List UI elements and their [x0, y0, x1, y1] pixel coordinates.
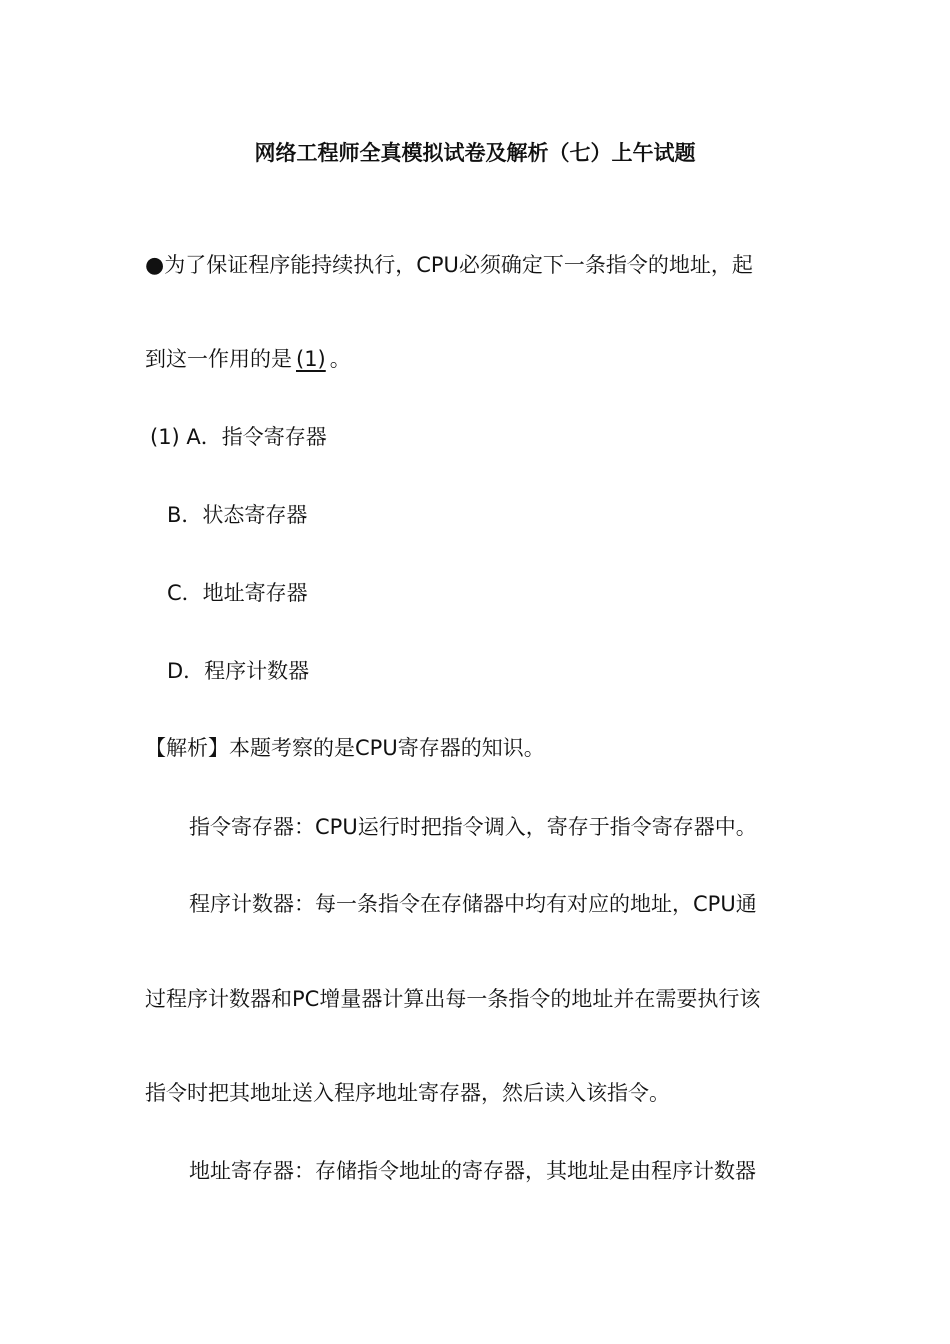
option-b: B．状态寄存器 [167, 503, 308, 527]
question-text-2: 到这一作用的是 [145, 347, 292, 371]
analysis-paragraph-2-line-3: 指令时把其地址送入程序地址寄存器，然后读入该指令。 [145, 1081, 670, 1105]
analysis-paragraph-2-line-1: 程序计数器：每一条指令在存储器中均有对应的地址，CPU通 [189, 892, 757, 916]
question-text-2-end: 。 [329, 347, 351, 371]
question-text-1: 为了保证程序能持续执行，CPU必须确定下一条指令的地址，起 [164, 253, 753, 277]
analysis-paragraph-1: 指令寄存器：CPU运行时把指令调入，寄存于指令寄存器中。 [189, 815, 757, 839]
question-line-2 [145, 344, 351, 374]
analysis-paragraph-2-line-2: 过程序计数器和PC增量器计算出每一条指令的地址并在需要执行该 [145, 987, 761, 1011]
answer-blank: (1) [296, 347, 326, 371]
question-line-1 [145, 250, 753, 281]
option-d: D．程序计数器 [167, 659, 310, 683]
option-a: (1) A．指令寄存器 [150, 425, 327, 449]
option-c: C．地址寄存器 [167, 581, 308, 605]
bullet-icon: ● [145, 253, 165, 278]
analysis-intro: 【解析】本题考察的是CPU寄存器的知识。 [145, 736, 545, 760]
page-title: 网络工程师全真模拟试卷及解析（七）上午试题 [254, 141, 696, 165]
analysis-paragraph-3-line-1: 地址寄存器：存储指令地址的寄存器，其地址是由程序计数器 [189, 1159, 756, 1183]
